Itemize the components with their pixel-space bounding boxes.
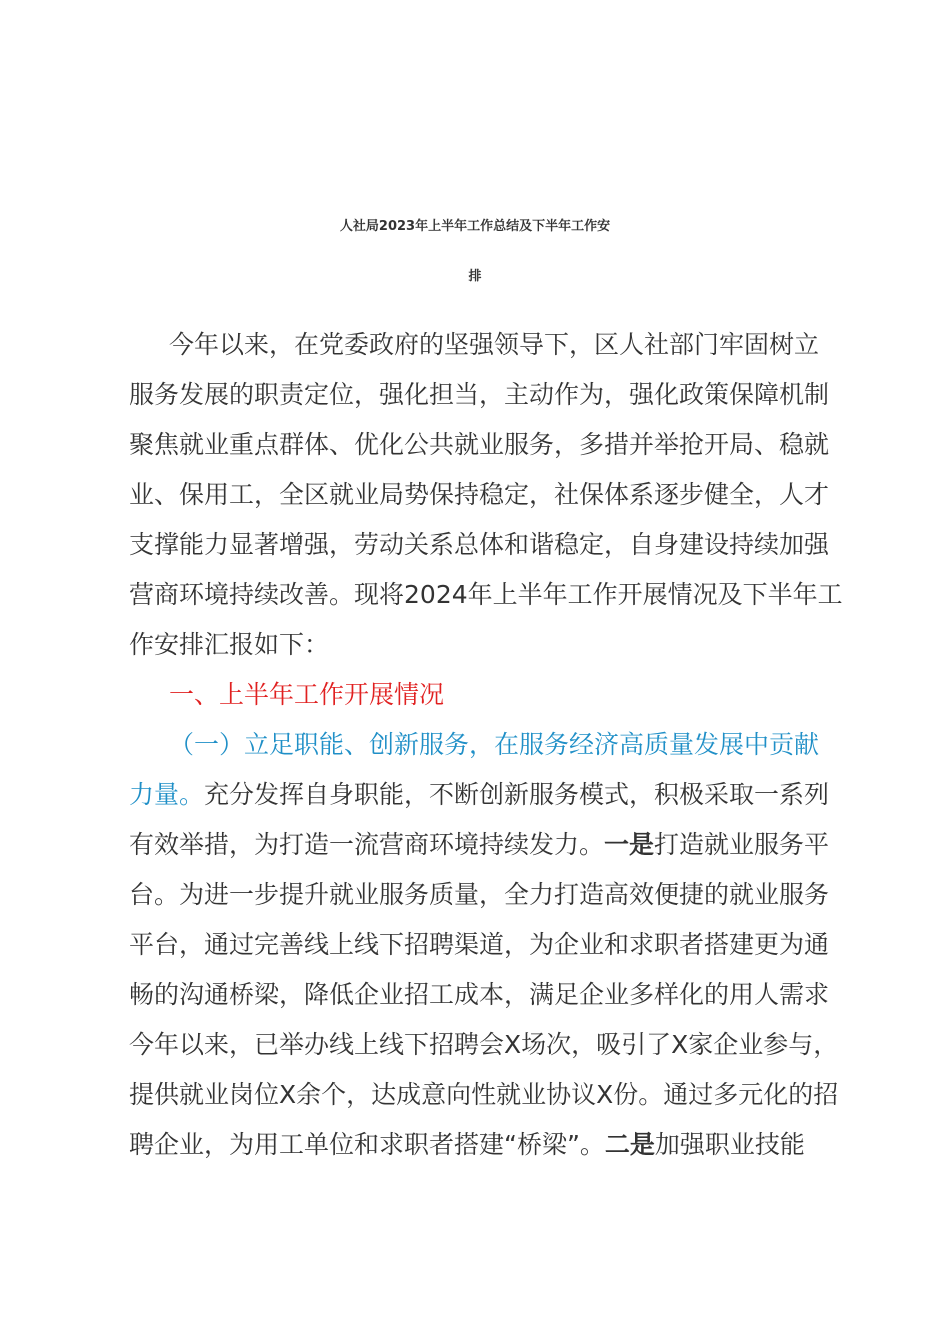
emphasis-marker: 二是 xyxy=(604,1130,655,1159)
intro-line: 服务发展的职责定位，强化担当，主动作为，强化政策保障机制 xyxy=(129,380,830,409)
paragraph-line: 提供就业岗位X余个，达成意向性就业协议X份。通过多元化的招 xyxy=(129,1080,839,1109)
emphasis-marker: 一是 xyxy=(604,830,655,859)
paragraph-text: 有效举措，为打造一流营商环境持续发力。 xyxy=(129,830,605,859)
intro-line: 营商环境持续改善。现将2024年上半年工作开展情况及下半年工 xyxy=(129,580,843,609)
intro-line: 聚焦就业重点群体、优化公共就业服务，多措并举抢开局、稳就 xyxy=(129,430,830,459)
subsection-heading-end: 力量。 xyxy=(129,780,205,809)
paragraph-text: 打造就业服务平 xyxy=(654,830,830,859)
intro-line: 今年以来，在党委政府的坚强领导下，区人社部门牢固树立 xyxy=(169,330,820,359)
paragraph-line: 畅的沟通桥梁，降低企业招工成本，满足企业多样化的用人需求 xyxy=(129,980,830,1009)
intro-line: 支撑能力显著增强，劳动关系总体和谐稳定，自身建设持续加强 xyxy=(129,530,830,559)
document-title-line-1: 人社局2023年上半年工作总结及下半年工作安 xyxy=(339,219,611,234)
intro-line: 作安排汇报如下： xyxy=(129,630,330,659)
paragraph-line: 台。为进一步提升就业服务质量，全力打造高效便捷的就业服务 xyxy=(129,880,830,909)
paragraph-line xyxy=(129,770,869,820)
paragraph-line: 平台，通过完善线上线下招聘渠道，为企业和求职者搭建更为通 xyxy=(129,930,830,959)
paragraph-text: 充分发挥自身职能，不断创新服务模式，积极采取一系列 xyxy=(204,780,830,809)
intro-line: 业、保用工，全区就业局势保持稳定，社保体系逐步健全，人才 xyxy=(129,480,830,509)
subsection-heading: （一）立足职能、创新服务，在服务经济高质量发展中贡献 xyxy=(169,730,820,759)
paragraph-text: 加强职业技能 xyxy=(654,1130,805,1159)
paragraph-text: 聘企业，为用工单位和求职者搭建“桥梁”。 xyxy=(129,1130,605,1159)
section-heading: 一、上半年工作开展情况 xyxy=(169,680,445,709)
document-title-line-2: 排 xyxy=(468,269,482,284)
paragraph-line xyxy=(129,1120,869,1170)
paragraph-line: 今年以来，已举办线上线下招聘会X场次，吸引了X家企业参与， xyxy=(129,1030,839,1059)
paragraph-line xyxy=(129,820,869,870)
